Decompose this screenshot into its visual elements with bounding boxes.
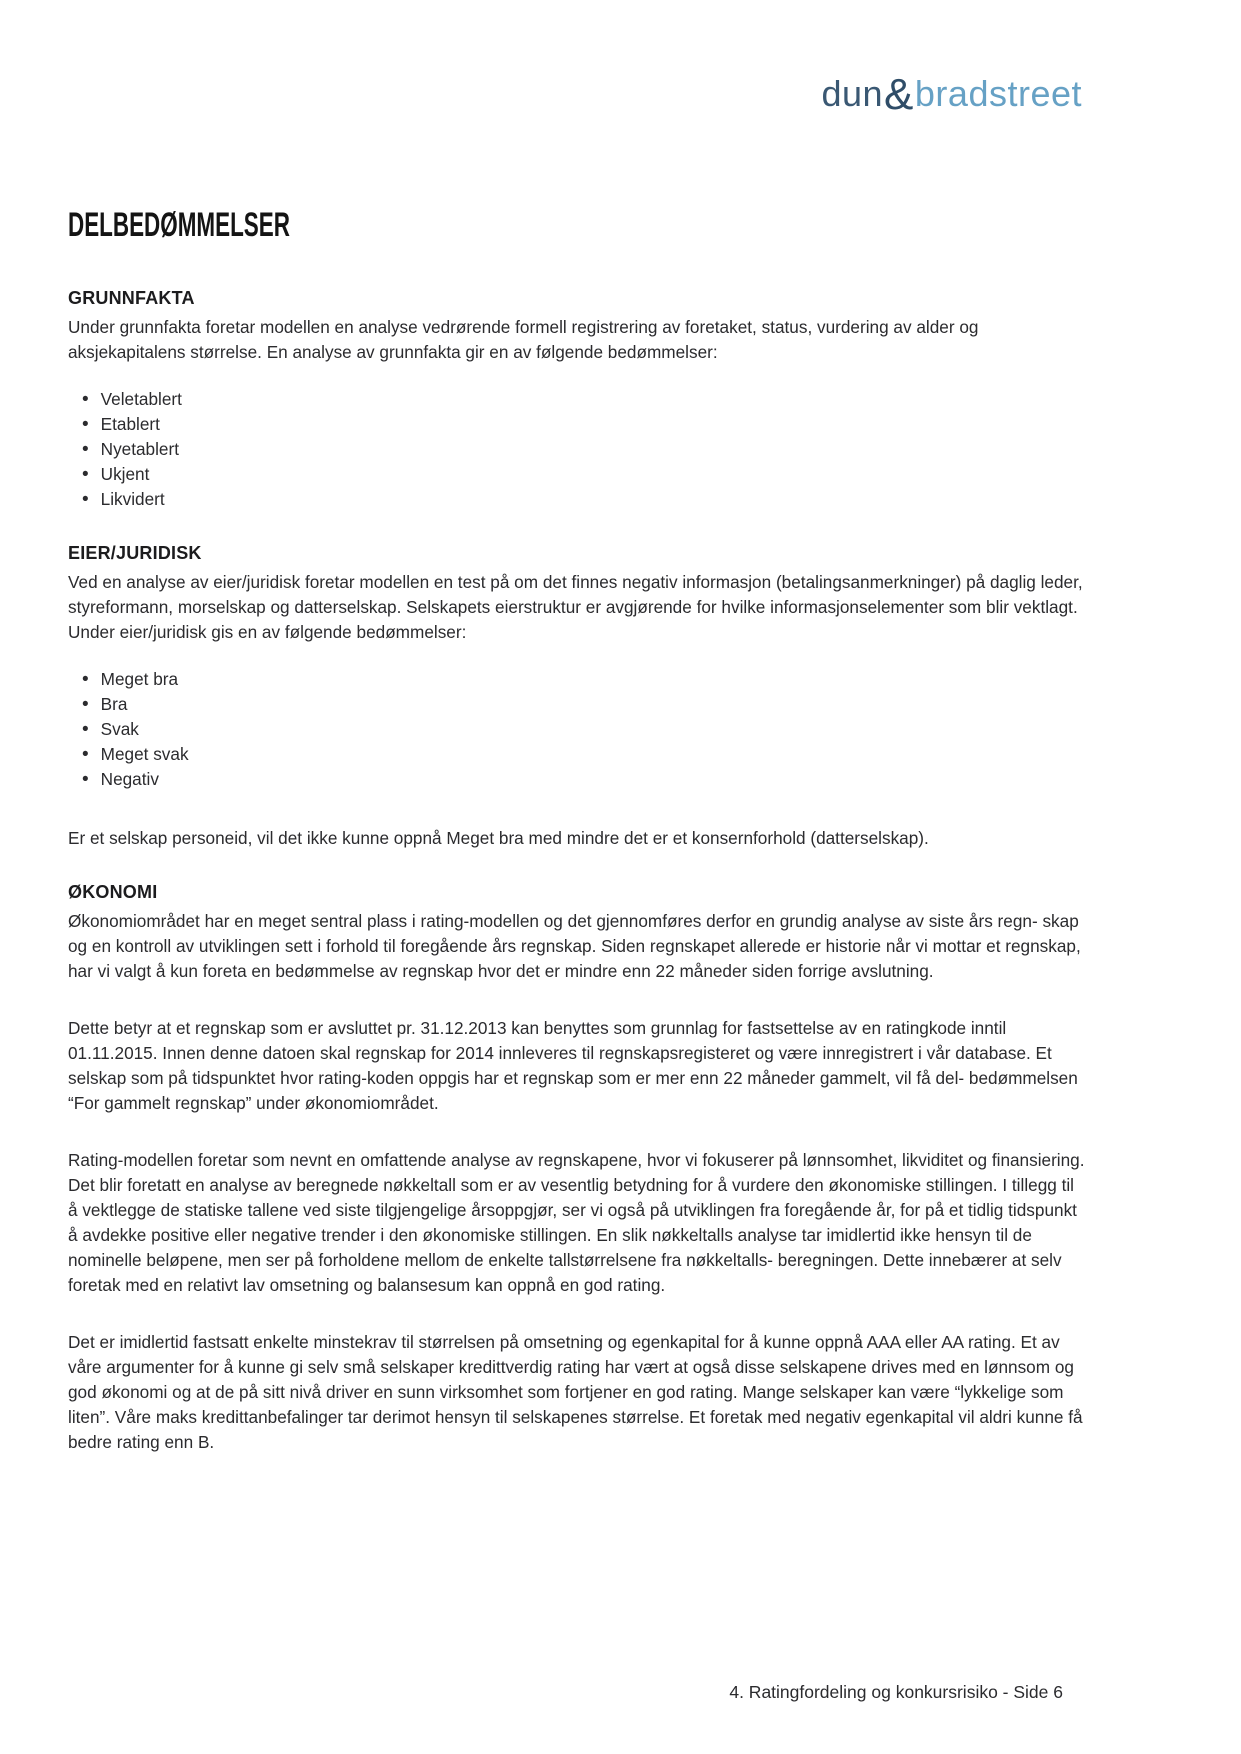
section-heading-grunnfakta: GRUNNFAKTA: [68, 288, 195, 308]
list-item: • Svak: [82, 717, 1085, 742]
bullet-list-grunnfakta: [68, 387, 1085, 512]
list-item: • Meget svak: [82, 742, 1085, 767]
section-eier-juridisk: [68, 542, 1085, 851]
paragraph: Rating-modellen foretar som nevnt en omfattende analyse av regnskapene, hvor vi fokuserer på lønnsomhet, likviditet og finansiering. Det blir foretatt en analyse av beregnede nøkkeltall som er av vesentlig betydning for å vurdere den økonomiske stillingen. I tillegg til å vektlegge de statiske tallene ved siste tilgjengelige årsoppgjør, ser vi også på utviklingen fra foregående år, for på et tidlig tidspunkt å avdekke positive eller negative trender i den økonomiske stillingen. En slik nøkkeltalls analyse tar imidlertid ikke hensyn til de nominelle beløpene, men ser på forholdene mellom de enkelte tallstørrelsene fra nøkkeltalls- beregningen. Dette innebærer at selv foretak med en relativt lav omsetning og balansesum kan oppnå en god rating.: [68, 1150, 1085, 1295]
logo-text-dun: dun: [821, 73, 884, 114]
paragraph: Dette betyr at et regnskap som er avsluttet pr. 31.12.2013 kan benyttes som grunnlag for fastsettelse av en ratingkode inntil 01.11.2015. Innen denne datoen skal regnskap for 2014 innleveres til regnskapsregisteret og være innregistrert i vår database. Et selskap som på tidspunktet hvor rating-koden oppgis har et regnskap som er mer enn 22 måneder gammelt, vil få del- bedømmelsen “For gammelt regnskap” under økonomiområdet.: [68, 1018, 1078, 1113]
section-grunnfakta: [68, 287, 1085, 512]
document-content: [68, 208, 1085, 1455]
bullet-list-eier-juridisk: [68, 667, 1085, 792]
list-item: • Nyetablert: [82, 437, 1085, 462]
list-item: • Bra: [82, 692, 1085, 717]
list-item: • Likvidert: [82, 487, 1085, 512]
dun-and-bradstreet-logo: [821, 70, 1082, 119]
list-item: • Negativ: [82, 767, 1085, 792]
footer-text: 4. Ratingfordeling og konkursrisiko - Side 6: [729, 1682, 1063, 1702]
section-heading-okonomi: ØKONOMI: [68, 882, 158, 902]
note-paragraph: Er et selskap personeid, vil det ikke kunne oppnå Meget bra med mindre det er et konsernforhold (datterselskap).: [68, 828, 929, 848]
paragraph: Økonomiområdet har en meget sentral plass i rating-modellen og det gjennomføres derfor en grundig analyse av siste års regn- skap og en kontroll av utviklingen sett i forhold til foregående års regnskap. Siden regnskapet allerede er historie når vi mottar et regnskap, har vi valgt å kun foreta en bedømmelse av regnskap hvor det er mindre enn 22 måneder siden forrige avslutning.: [68, 911, 1081, 981]
page-footer: [729, 1682, 1063, 1703]
section-heading-eier-juridisk: EIER/JURIDISK: [68, 543, 202, 563]
list-item: • Meget bra: [82, 667, 1085, 692]
logo-ampersand-icon: &: [884, 70, 914, 119]
section-okonomi: [68, 881, 1085, 1455]
list-item: • Ukjent: [82, 462, 1085, 487]
list-item: • Veletablert: [82, 387, 1085, 412]
list-item: • Etablert: [82, 412, 1085, 437]
paragraph: Ved en analyse av eier/juridisk foretar modellen en test på om det finnes negativ informasjon (betalingsanmerkninger) på daglig leder, styreformann, morselskap og datterselskap. Selskapets eierstruktur er avgjørende for hvilke informasjonselementer som blir vektlagt. Under eier/juridisk gis en av følgende bedømmelser:: [68, 572, 1083, 642]
paragraph: Det er imidlertid fastsatt enkelte minstekrav til størrelsen på omsetning og egenkapital for å kunne oppnå AAA eller AA rating. Et av våre argumenter for å kunne gi selv små selskaper kredittverdig rating har vært at også disse selskapene drives med en lønnsom og god økonomi og at de på sitt nivå driver en sunn virksomhet som fortjener en god rating. Mange selskaper kan være “lykkelige som liten”. Våre maks kredittanbefalinger tar derimot hensyn til selskapenes størrelse. Et foretak med negativ egenkapital vil aldri kunne få bedre rating enn B.: [68, 1332, 1083, 1452]
page-title: DELBEDØMMELSER: [68, 206, 290, 244]
paragraph: Under grunnfakta foretar modellen en analyse vedrørende formell registrering av foretaket, status, vurdering av alder og aksjekapitalens størrelse. En analyse av grunnfakta gir en av følgende bedømmelser:: [68, 317, 979, 362]
logo-text-bradstreet: bradstreet: [914, 73, 1082, 114]
